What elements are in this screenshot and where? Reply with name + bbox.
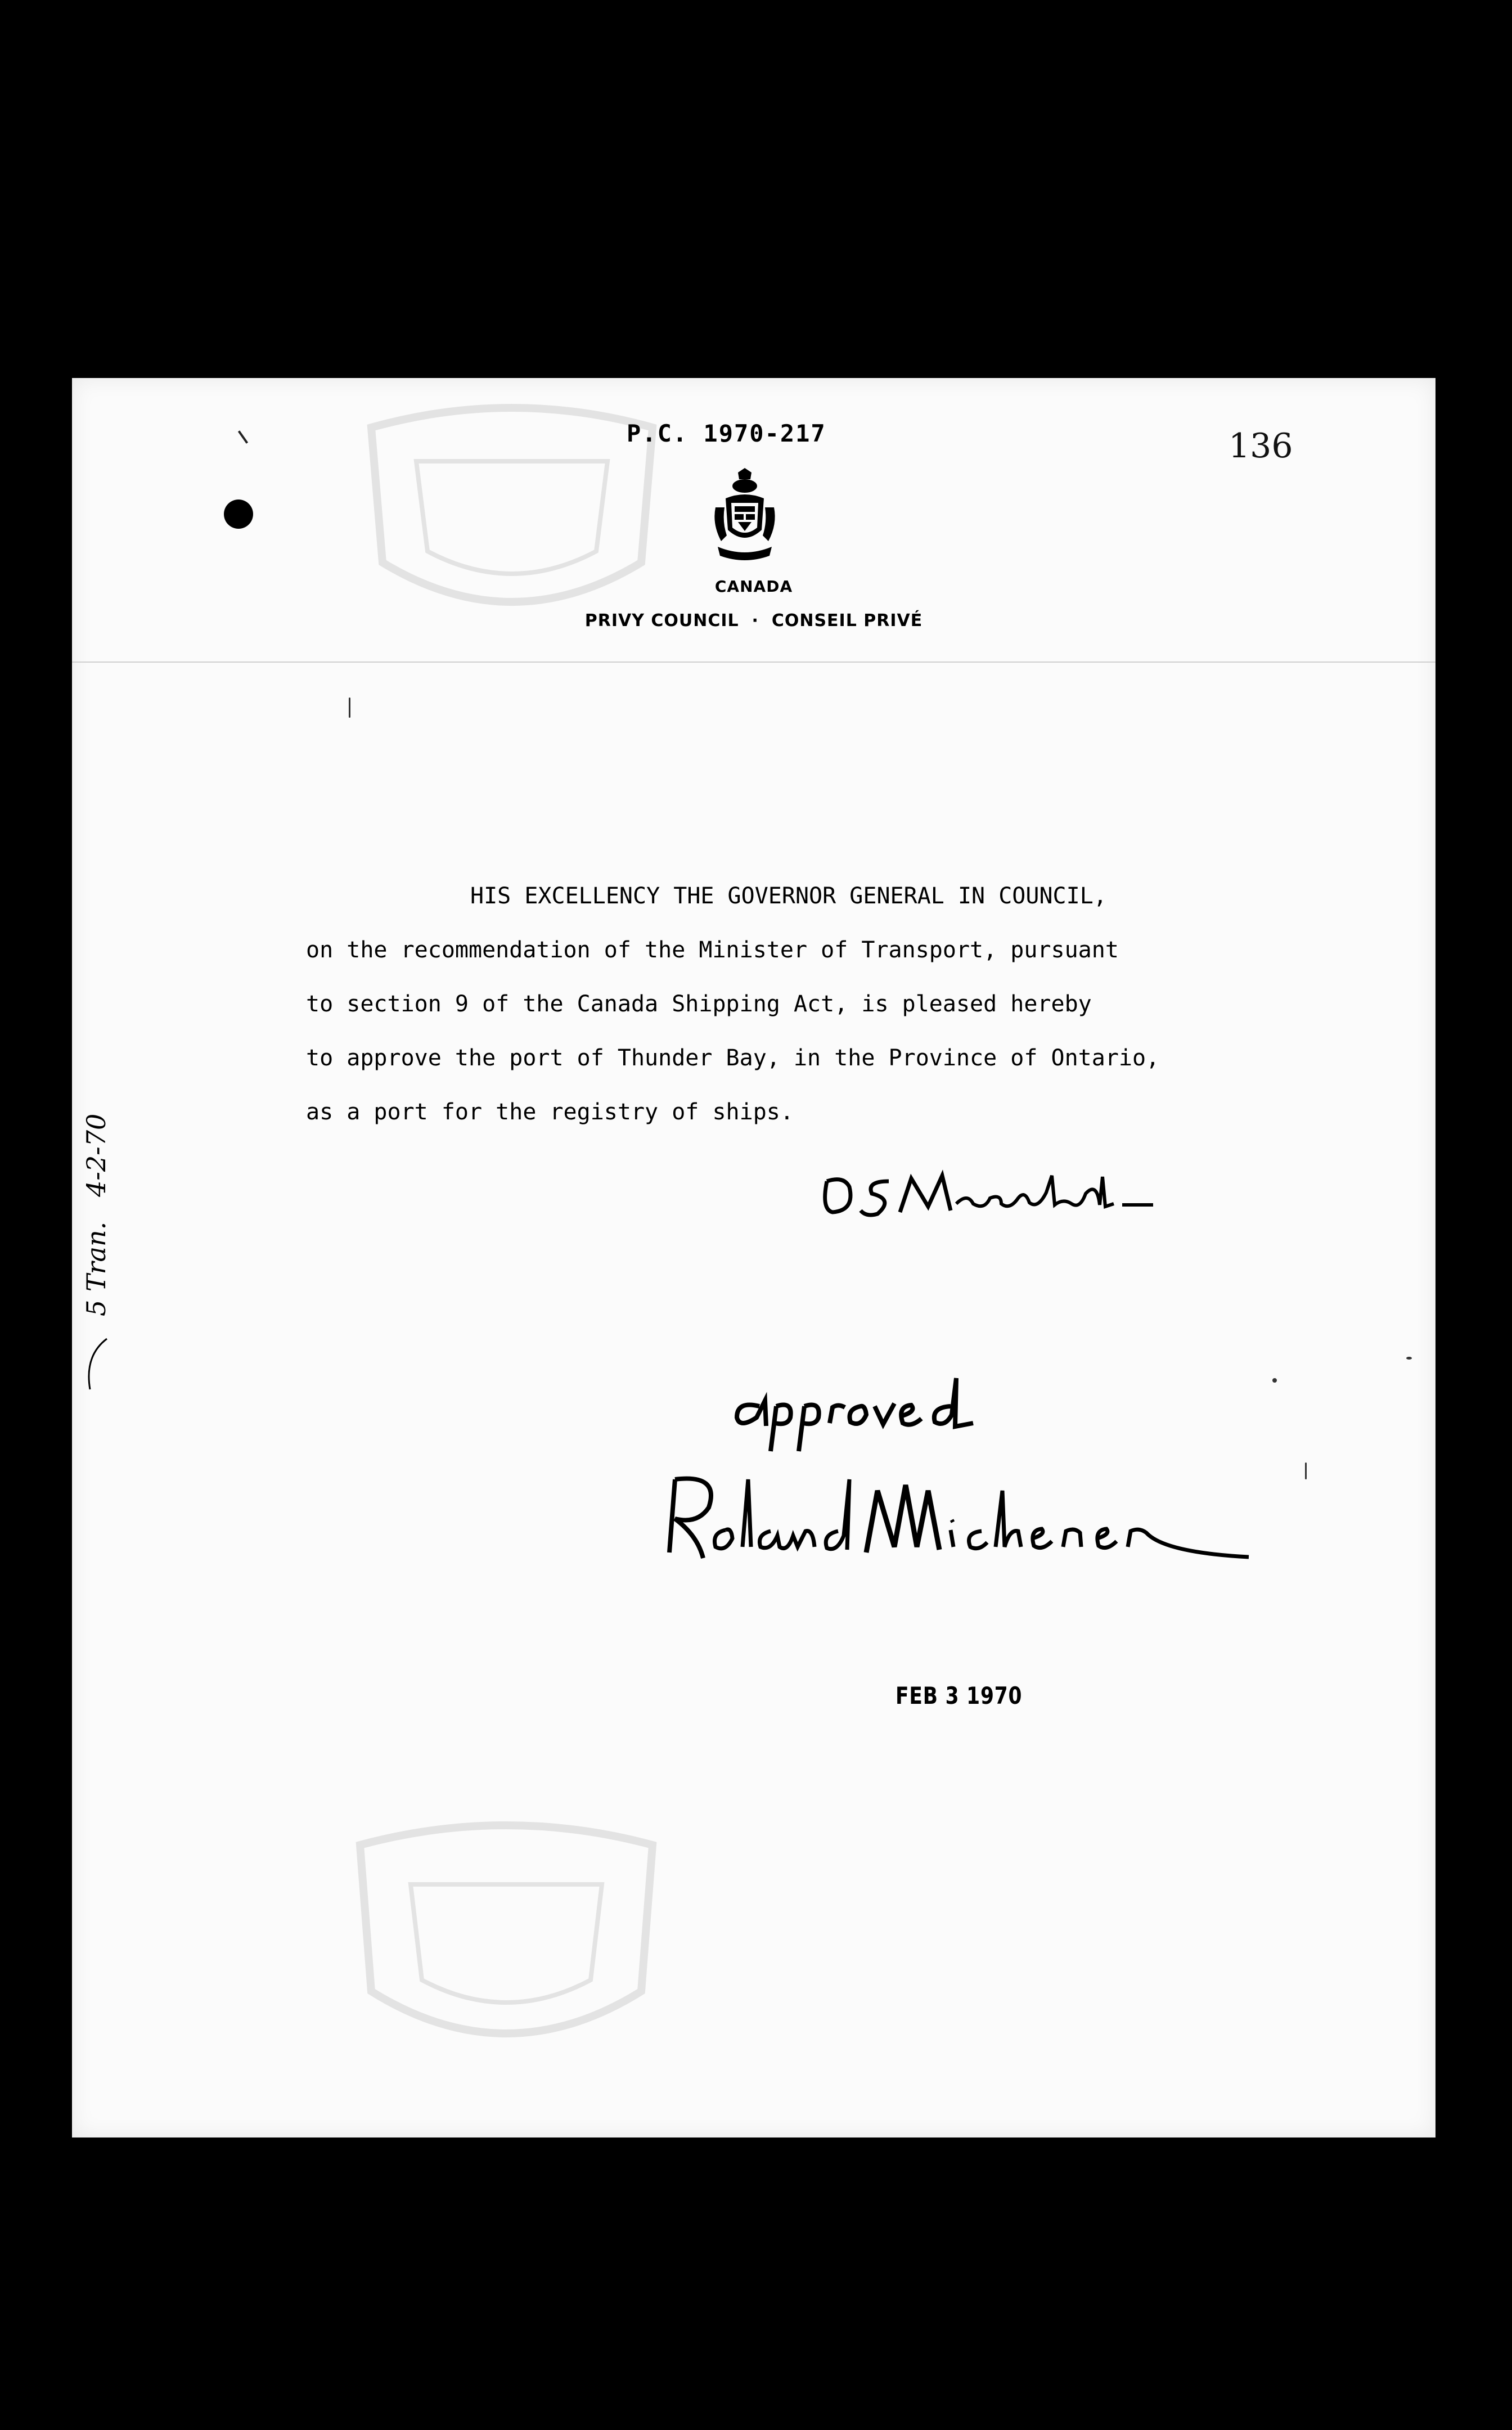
minister-signature [816, 1159, 1198, 1226]
dust-speck [1272, 1378, 1277, 1383]
margin-bracket [79, 1333, 112, 1401]
dust-speck [349, 698, 350, 718]
country-label: CANADA [714, 577, 793, 596]
body-line: to approve the port of Thunder Bay, in the Province of Ontario, [306, 1045, 1160, 1071]
body-line: on the recommendation of the Minister of Transport, pursuant [306, 937, 1119, 963]
body-line: to section 9 of the Canada Shipping Act, is pleased hereby [306, 991, 1092, 1017]
body-line: HIS EXCELLENCY THE GOVERNOR GENERAL IN COUNCIL, [470, 883, 1107, 909]
date-stamp: FEB 3 1970 [896, 1682, 1023, 1709]
watermark-crest-bottom [338, 1811, 675, 2070]
order-body [306, 869, 1159, 1139]
divider [72, 662, 1436, 663]
page-number: 136 [1228, 426, 1293, 466]
governor-general-signature [658, 1468, 1254, 1581]
approved-handwriting [726, 1372, 984, 1457]
order-number: P.C. 1970-217 [627, 420, 826, 447]
margin-note: 5 Tran. 4-2-70 [81, 1113, 111, 1316]
punch-hole [224, 500, 253, 529]
coat-of-arms-icon [711, 468, 778, 564]
document-page [72, 378, 1436, 2138]
body-line: as a port for the registry of ships. [306, 1099, 794, 1125]
council-label: PRIVY COUNCIL · CONSEIL PRIVÉ [584, 611, 923, 631]
dust-speck [1305, 1462, 1307, 1479]
dust-speck [1406, 1357, 1412, 1360]
